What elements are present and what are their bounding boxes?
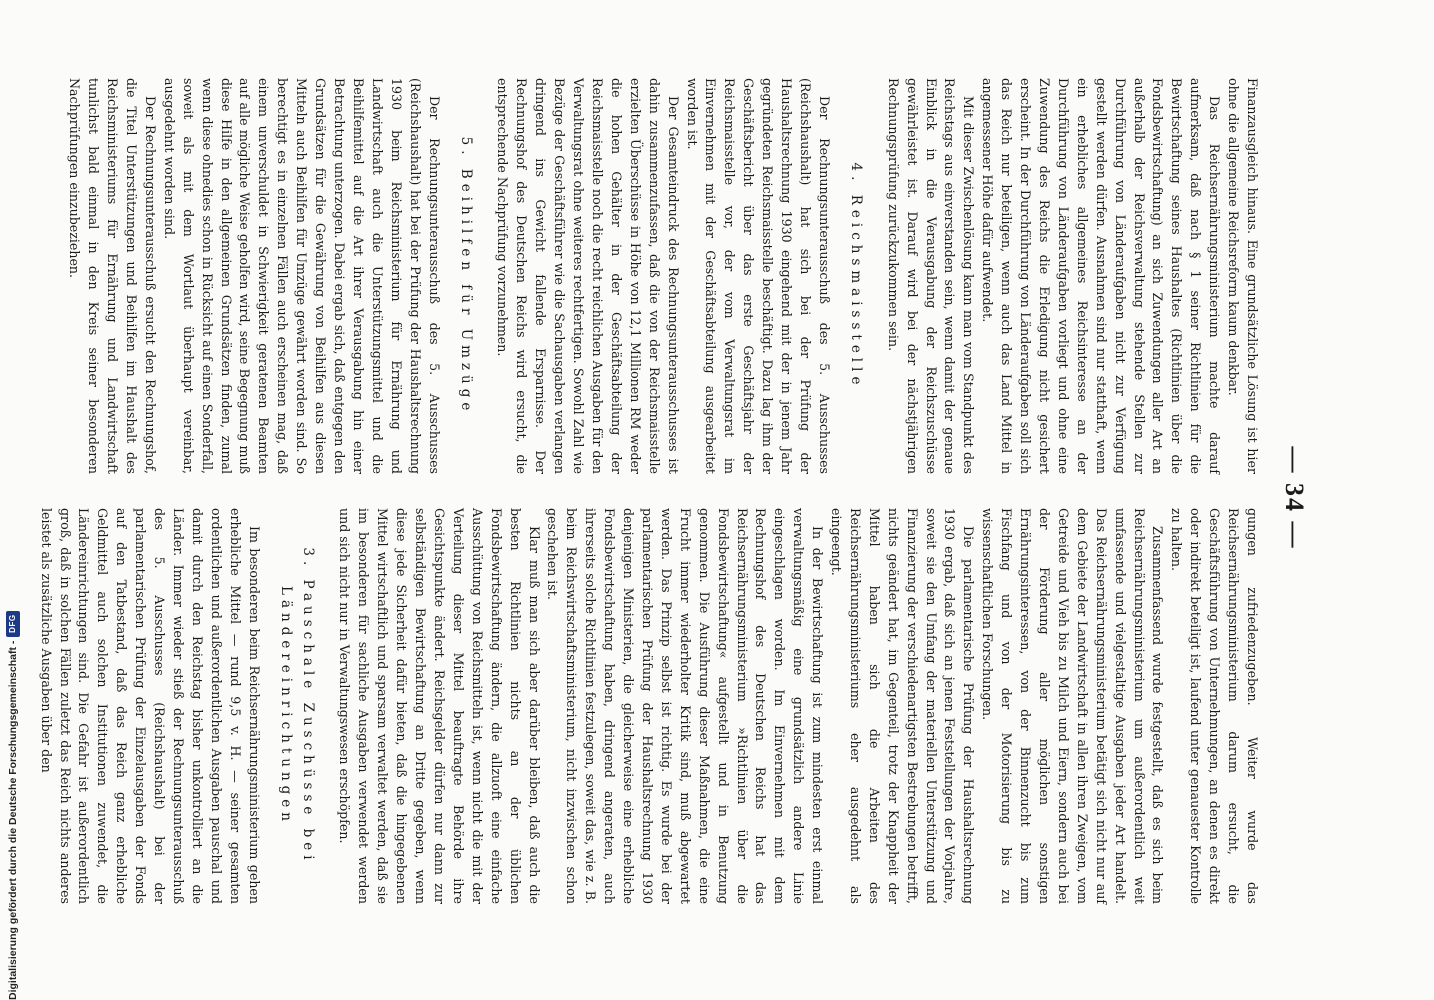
paragraph: Im besonderen beim Reichsernährungsministerium gehen erhebliche Mittel — rund 9,5 v. H. — seiner gesamten ordentlichen und außerordentlichen Ausgaben pauschal und damit durch den Reichstag bisher unkontrolliert an die Länder. Immer wieder stieß der Rechnungsunterausschuß des 5. Ausschusses (Reichshaushalt) bei der parlamentarischen Prüfung der Einzelausgaben der Fonds auf den Tatbestand, daß das Reich ganz erhebliche Geldmittel auch solchen Institutionen zuwendet, die Ländereinrichtungen sind. Die Gefahr ist außerordentlich groß, daß in solchen Fällen zuletzt das Reich nichts anderes leistet als zusätzliche Ausgaben über den [38, 508, 262, 904]
rotated-page-content [38, 78, 1309, 918]
paragraph: Zusammenfassend wurde festgestellt, daß es sich beim Reichsernährungsministerium um außerordentlich weit umfassende und vielgestaltige Ausgaben jeder Art handelt. Das Reichsernährungsministerium betätigt sich nicht nur auf dem Gebiete der Landwirtschaft in allen ihren Zweigen, vom Getreide und Vieh bis zu Milch und Eiern, sondern auch bei der Förderung aller möglichen sonstigen Ernährungsinteressen, von der Binnenzucht bis zum Fischfang und von der Motorisierung bis zu wissenschaftlichen Forschungen. [980, 508, 1166, 904]
right-column [38, 508, 1261, 904]
paragraph: In der Bewirtschaftung ist zum mindesten erst einmal verwaltungsmäßig eine grundsätzlich andere Linie eingeschlagen worden. Im Einvernehmen mit dem Rechnungshof des Deutschen Reichs hat das Reichsernährungsministerium »Richtlinien über die Fondsbewirtschaftung« aufgestellt und in Benutzung genommen. Die Ausführung dieser Maßnahmen, die eine Frucht immer wiederholter Kritik sind, muß abgewartet werden. Das Prinzip selbst ist richtig. Es wurde bei der parlamentarischen Prüfung der Haushaltsrechnung 1930 denjenigen Ministerien, die gleicherweise eine erhebliche Fondsbewirtschaftung haben, dringend angeraten, auch ihrerseits solche Richtlinien festzulegen, soweit das, wie z. B. beim Reichswirtschaftsministerium, nicht inzwischen schon geschehen ist. [545, 508, 826, 904]
paragraph: Finanzausgleich hinaus. Eine grundsätzliche Lösung ist hier ohne die allgemeine Reichsreform kaum denkbar. [1226, 78, 1260, 474]
paragraph: Der Rechnungsunterausschuß ersucht den Rechnungshof, die Titel Unterstützungen und Beihilfen im Haushalt des Reichsministeriums für Ernährung und Landwirtschaft tunlichst bald einmal in den Kreis seiner besonderen Nachprüfungen einzubeziehen. [67, 78, 158, 474]
page-number: — 34 — [1280, 446, 1309, 550]
digitization-footer [2, 610, 24, 1000]
paragraph: Der Rechnungsunterausschuß des 5. Ausschusses (Reichshaushalt) hat bei der Prüfung der Haushaltsrechnung 1930 beim Reichsministerium für Ernährung und Landwirtschaft auch die Unterstützungsmittel und die Beihilfemittel auf die Art ihrer Verausgabung hin einer Betrachtung unterzogen. Dabei ergab sich, daß entgegen den Grundsätzen für die Gewährung von Beihilfen aus diesen Mitteln auch Beihilfen für Umzüge gewährt worden sind. So berechtigt es in einzelnen Fällen auch erscheinen mag, daß einem unverschuldet in Schwierigkeit geratenen Beamten auf alle mögliche Weise geholfen wird, seine Begegnung muß diese Hilfe in den allgemeinen Grundsätzen finden, zumal wenn diese ohnedies schon in Rücksicht auf einen Sonderfall, soweit als mit dem Wortlaut überhaupt vereinbar, ausgedehnt worden sind. [161, 78, 442, 474]
left-column [67, 78, 1261, 474]
section-heading: 4. Reichsmaisstelle [847, 162, 864, 390]
paragraph: Klar muß man sich aber darüber bleiben, daß auch die besten Richtlinien nichts an der üblichen Fondsbewirtschaftung ändern, die allzuoft eine einfache Ausschüttung von Reichsmitteln ist, wenn nicht die mit der Verteilung dieser Mittel beauftragte Behörde ihre Gesichtspunkte ändert. Reichsgelder dürfen nur dann zur selbständigen Bewirtschaftung an Dritte gegeben, wenn diese jede Sicherheit dafür bieten, daß die hingegebenen Mittel wirtschaftlich und sparsam verwaltet werden, daß sie im besonderen für sachliche Ausgaben verwendet werden und sich nicht nur in Verwaltungswesen erschöpfen. [337, 508, 542, 904]
paragraph: Das Reichsernährungsministerium machte darauf aufmerksam, daß nach § 1 seiner Richtlinien für die Bewirtschaftung seines Haushaltes (Richtlinien über die Fondsbewirtschaftung) an sich Zuwendungen aller Art an außerhalb der Reichsverwaltung stehende Stellen zur Durchführung von Länderaufgaben nicht zur Verfügung gestellt werden dürfen. Ausnahmen sind nur statthaft, wenn ein erhebliches allgemeines Reichsinteresse an der Durchführung von Länderaufgaben vorliegt und ohne eine Zuwendung des Reichs die Erledigung nicht gesichert erscheint. In der Durchführung von Länderaufgaben soll sich das Reich nur beteiligen, wenn auch das Land Mittel in angemessener Höhe dafür aufwendet. [980, 78, 1223, 474]
paragraph: Der Rechnungsunterausschuß des 5. Ausschusses (Reichshaushalt) hat sich bei der Prüfung der Haushaltsrechnung 1930 eingehend mit der in jenem Jahr gegründeten Reichsmaisstelle beschäftigt. Dazu lag ihm der Geschäftsbericht über das erste Geschäftsjahr der Reichsmaisstelle vor, der vom Verwaltungsrat im Einvernehmen mit der Geschäftsabteilung ausgearbeitet worden ist. [684, 78, 832, 474]
digitization-credit: Digitalisierung gefördert durch die Deutsche Forschungsgemeinschaft - [7, 640, 19, 1000]
paragraph: Der Gesamteindruck des Rechnungsunterausschusses ist dahin zusammenzufassen, daß die von der Reichsmaisstelle erzielten Überschüsse in Höhe von 12,1 Millionen RM weder die hohen Gehälter in der Geschäftsabteilung der Reichsmaisstelle noch die recht reichlichen Ausgaben für den Verwaltungsrat ohne weiteres rechtfertigen. Sowohl Zahl wie Bezüge der Geschäftsführer wie die Sachausgaben verlangen dringend ins Gewicht fallende Ersparnisse. Der Rechnungshof des Deutschen Reichs wird ersucht, die entsprechende Nachprüfung vorzunehmen. [495, 78, 681, 474]
section-heading: 5. Beihilfen für Umzüge [457, 136, 474, 416]
section-heading: 3. Pauschale Zuschüsse bei Ländereinrichtungen [277, 547, 316, 865]
paragraph: Die parlamentarische Prüfung der Haushaltsrechnung 1930 ergab, daß sich an jenen Feststellungen der Vorjahre, soweit sie den Umfang der materiellen Unterstützung und Finanzierung der verschiedenartigsten Bestrebungen betrifft, nichts geändert hat, im Gegenteil, trotz der Knappheit der Mittel haben sich die Arbeiten des Reichsernährungsministeriums eher ausgedehnt als eingeengt. [829, 508, 977, 904]
paragraph: Mit dieser Zwischenlösung kann man vom Standpunkt des Reichstags aus einverstanden sein, wenn damit der genaue Einblick in die Verausgabung der Reichszuschüsse gewährleistet ist. Darauf wird bei der nächstjährigen Rechnungsprüfung zurückzukommen sein. [885, 78, 977, 474]
dfg-logo-icon: DFG [6, 611, 20, 637]
paragraph: gungen zufriedenzugeben. Weiter wurde das Reichsernährungsministerium darum ersucht, die Geschäftsführung von Unternehmungen, an denen es direkt oder indirekt beteiligt ist, laufend unter genauester Kontrolle zu halten. [1169, 508, 1260, 904]
